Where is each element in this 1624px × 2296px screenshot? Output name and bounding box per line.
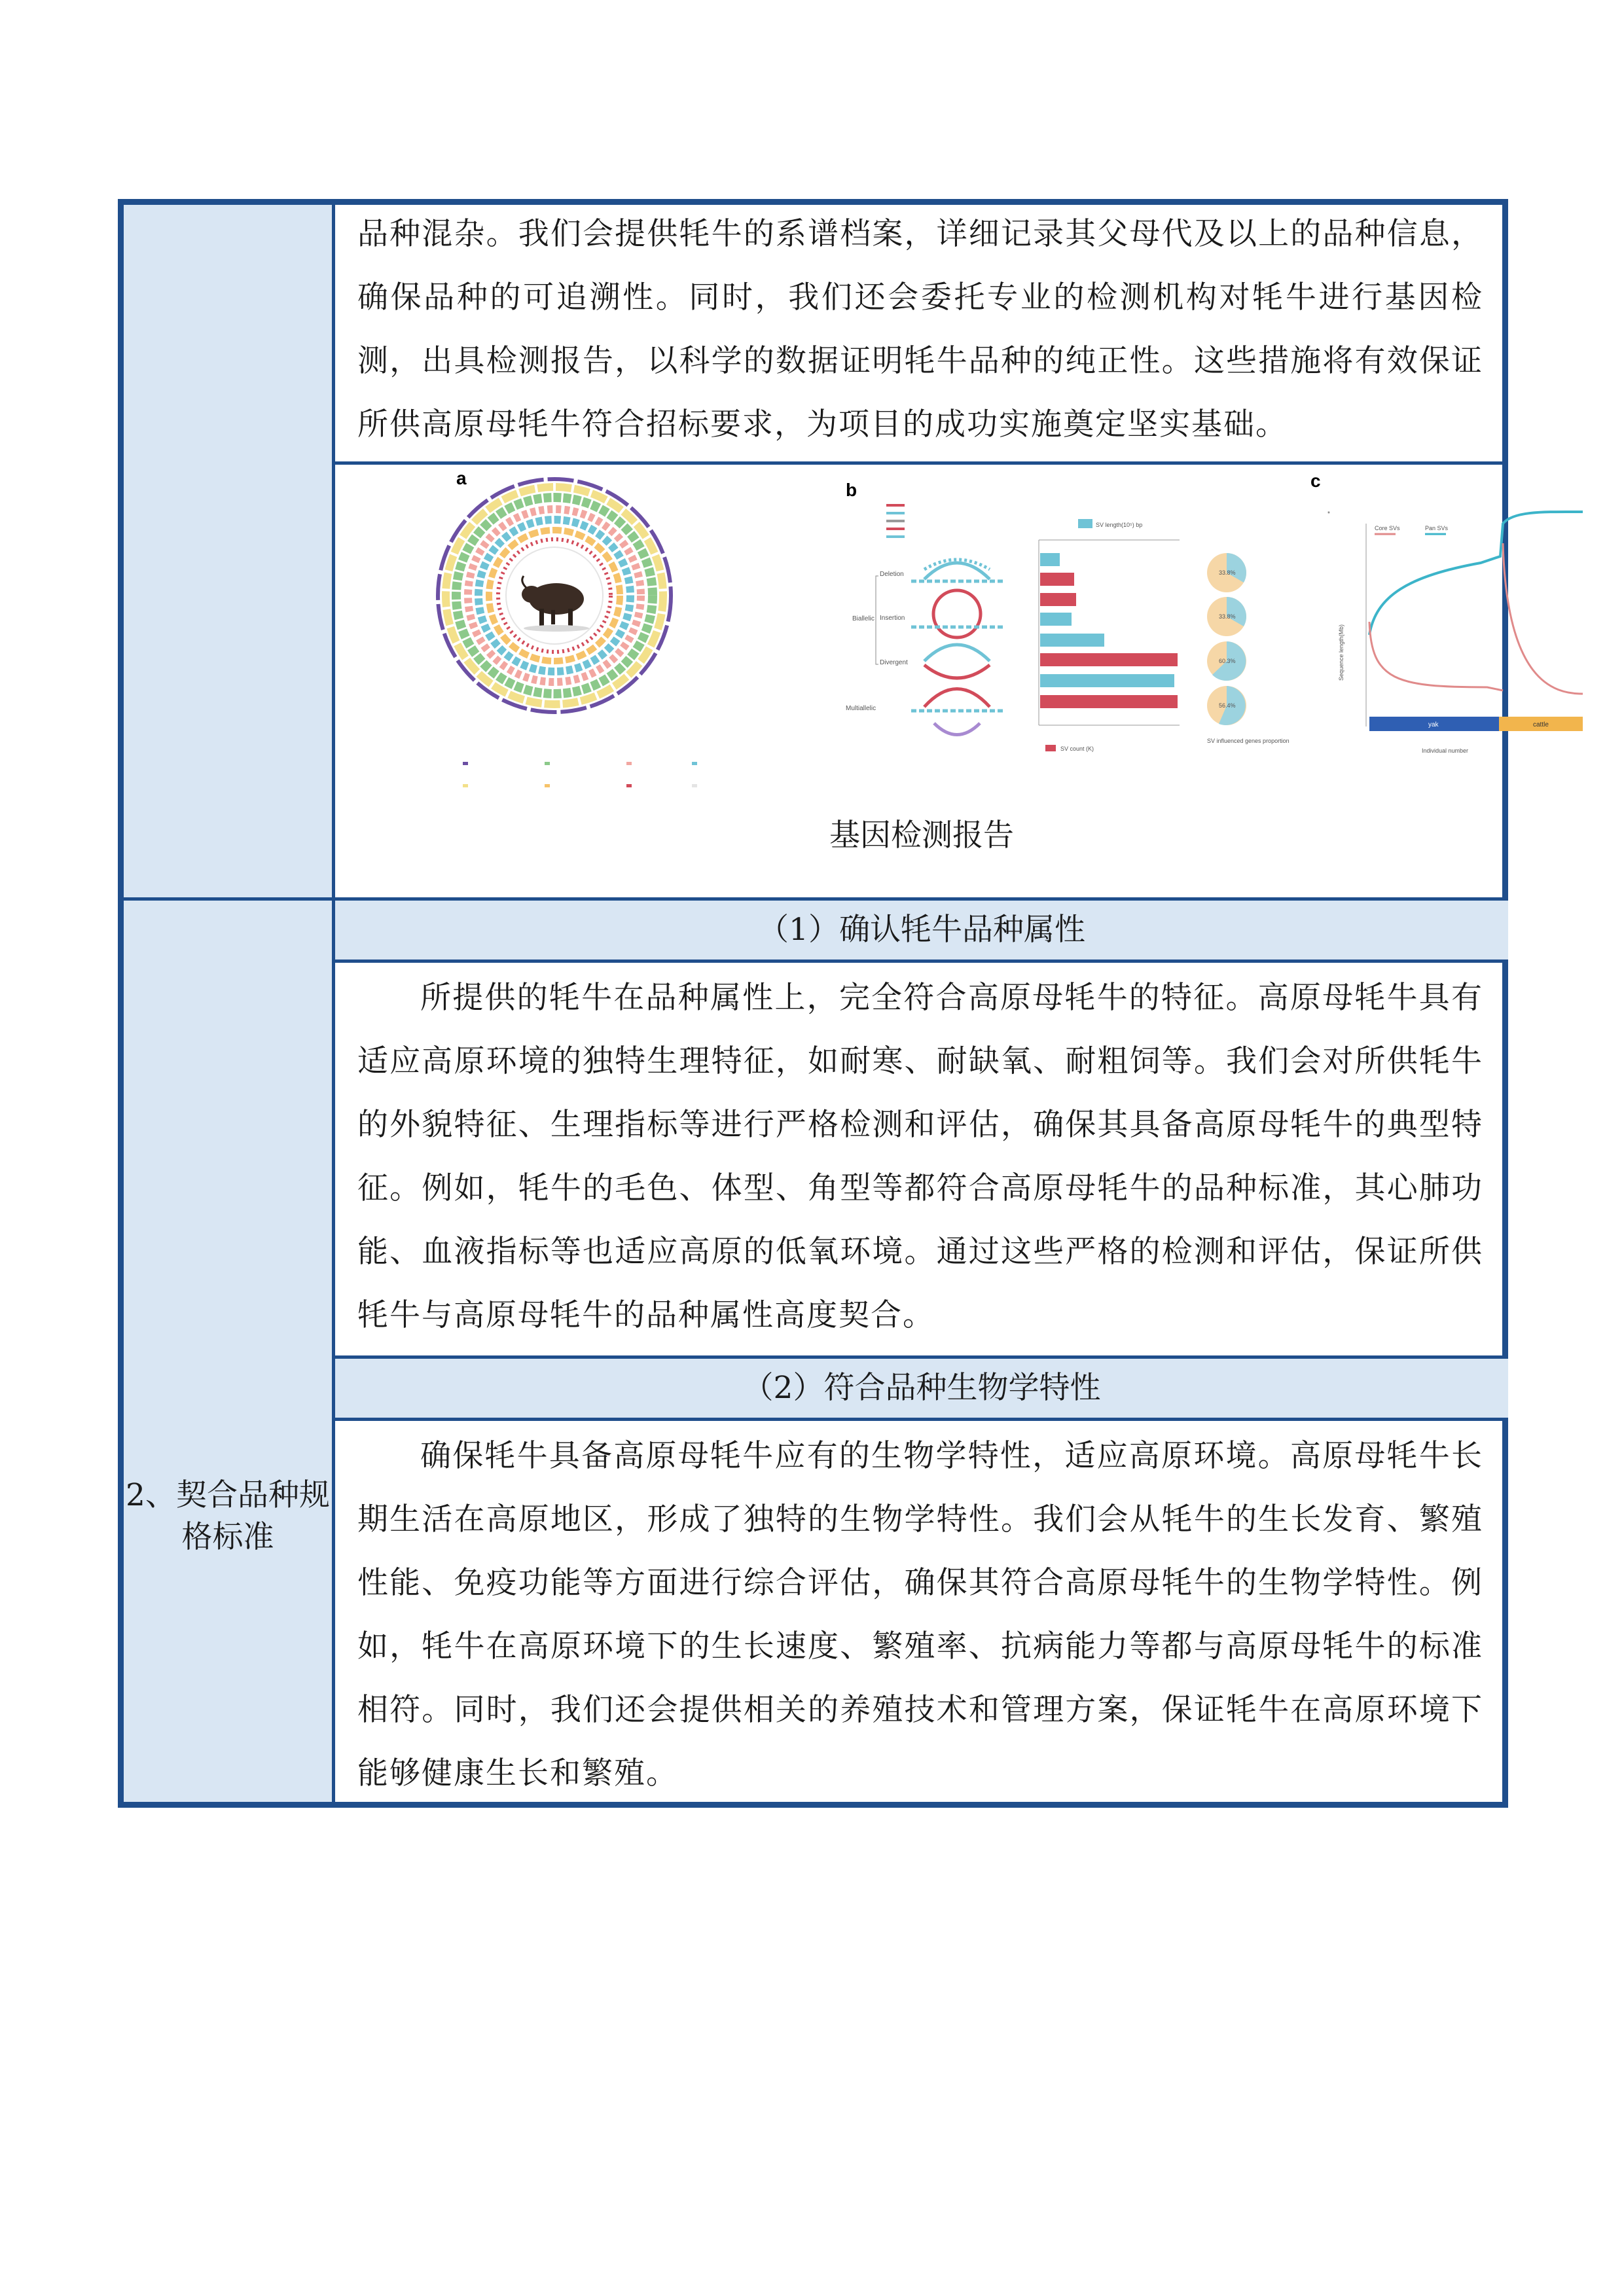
sv-length-label: SV length(10⁵) bp — [1096, 522, 1143, 528]
sv-pies — [1207, 553, 1290, 744]
sv-category: Deletion — [880, 571, 904, 578]
sv-category: Biallelic — [852, 615, 875, 622]
panel-c-label: c — [1310, 471, 1321, 491]
pie-label: 60.3% — [1219, 658, 1236, 664]
sub1-header: （1）确认牦牛品种属性 — [335, 901, 1508, 960]
sv-category: Divergent — [880, 659, 908, 666]
legend-pan: Pan SVs — [1425, 525, 1449, 531]
sub2-header: （2）符合品种生物学特性 — [335, 1359, 1508, 1418]
panel-a-label: a — [456, 468, 467, 488]
figure-caption: 基因检测报告 — [829, 817, 1014, 853]
yak-icon — [522, 576, 589, 632]
circos-legend — [463, 762, 697, 787]
c-ylabel: Sequence length(Mb) — [1338, 624, 1344, 681]
sv-legend — [886, 504, 905, 538]
sv-category: Insertion — [880, 615, 905, 622]
content-table — [118, 199, 1549, 1808]
sub2-paragraph: 确保牦牛具备高原母牦牛应有的生物学特性，适应高原环境。高原母牦牛长期生活在高原地区，形成了独特的生物学特性。我们会从牦牛的生长发育、繁殖性能、免疫功能等方面进行综合评估，确保其符合高原母牦牛的生物学特性。例如，牦牛在高原环境下的生长速度、繁殖率、抗病能力等都与高原母牦牛的标准相符。同时，我们还会提供相关的养殖技术和管理方案，保证牦牛在高原环境下能够健康生长和繁殖。 — [357, 1438, 1483, 1791]
column-divider — [332, 205, 335, 1802]
sv-diagrams — [911, 560, 1003, 735]
band-yak: yak — [1428, 721, 1439, 728]
sv-categories — [846, 571, 908, 712]
legend-core: Core SVs — [1375, 525, 1400, 531]
left-label-column — [124, 205, 332, 1802]
sv-count-label: SV count (K) — [1060, 745, 1094, 752]
sv-category: Multiallelic — [846, 705, 876, 712]
pie-caption: SV influenced genes proportion — [1207, 738, 1290, 744]
sub1-paragraph: 所提供的牦牛在品种属性上，完全符合高原母牦牛的特征。高原母牦牛具有适应高原环境的独特生理特征，如耐寒、耐缺氧、耐粗饲等。我们会对所供牦牛的外貌特征、生理指标等进行严格检测和评估，确保其具备高原母牦牛的典型特征。例如，牦牛的毛色、体型、角型等都符合高原母牦牛的品种标准，其心肺功能、血液指标等也适应高原的低氧环境。通过这些严格的检测和评估，保证所供牦牛与高原母牦牛的品种属性高度契合。 — [357, 980, 1483, 1333]
pie-label: 56.4% — [1219, 702, 1236, 709]
c-xlabel: Individual number — [1422, 747, 1469, 754]
gene-test-figure — [335, 465, 1549, 829]
row-divider — [335, 960, 1508, 963]
pie-label: 33.8% — [1219, 613, 1236, 620]
svg-text:*: * — [1327, 511, 1330, 518]
circos-plot — [438, 479, 671, 712]
row1-paragraph: 品种混杂。我们会提供牦牛的系谱档案，详细记录其父母代及以上的品种信息，确保品种的可追溯性。同时，我们还会委托专业的检测机构对牦牛进行基因检测，出具检测报告，以科学的数据证明牦牛品种的纯正性。这些措施将有效保证所供高原母牦牛符合招标要求，为项目的成功实施奠定坚实基础。 — [357, 216, 1483, 442]
pan-genome-chart — [1327, 511, 1583, 754]
band-cattle: cattle — [1533, 721, 1549, 728]
figure-cell — [335, 465, 1549, 853]
panel-b-label: b — [846, 480, 857, 500]
pie-label: 33.8% — [1219, 569, 1236, 576]
sv-bar-chart — [1039, 519, 1180, 752]
section2-label: 2、契合品种规格标准 — [126, 1477, 330, 1555]
row-divider — [335, 1418, 1508, 1421]
